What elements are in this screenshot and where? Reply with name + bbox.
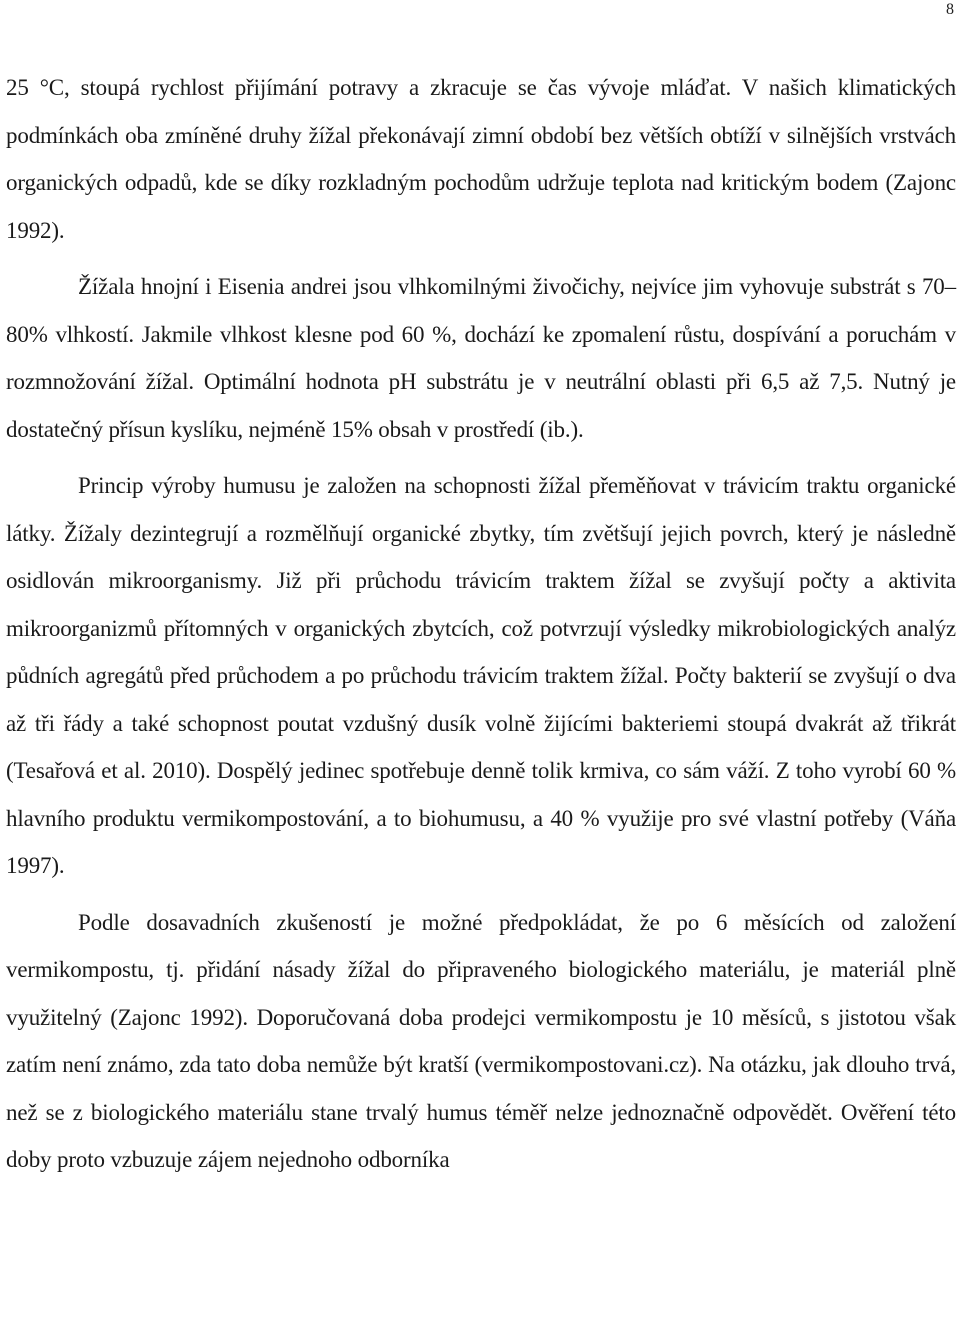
paragraph-humus-production: Princip výroby humusu je založen na schopnosti žížal přeměňovat v trávicím traktu organické látky. Žížaly dezintegrují a rozmělňují organické zbytky, tím zvětšují jejich povrch, který je následně osidlován mikroorganismy. Již při průchodu trávicím traktem žížal se zvyšují počty a aktivita mikroorganizmů přítomných v organických zbytcích, což potvrzují výsledky mikrobiologických analýz půdních agregátů před průchodem a po průchodu trávicím traktem žížal. Počty bakterií se zvyšují o dva až tři řády a také schopnost poutat vzdušný dusík volně žijícími bakteriemi stoupá dvakrát až třikrát (Tesařová et al. 2010). Dospělý jedinec spotřebuje denně tolik krmiva, co sám váží. Z toho vyrobí 60 % hlavního produktu vermikompostování, a to biohumusu, a 40 % využije pro své vlastní potřeby (Váňa 1997). — [6, 473, 956, 878]
document-body — [6, 64, 956, 1184]
paragraph-gap — [6, 453, 956, 462]
paragraph-duration: Podle dosavadních zkušeností je možné předpokládat, že po 6 měsících od založení vermikompostu, tj. přidání násady žížal do připraveného biologického materiálu, je materiál plně využitelný (Zajonc 1992). Doporučovaná doba prodejci vermikompostu je 10 měsíců, s jistotou však zatím není známo, zda tato doba nemůže být kratší (vermikompostovani.cz). Na otázku, jak dlouho trvá, než se z biologického materiálu stane trvalý humus téměř nelze jednoznačně odpovědět. Ověření této doby proto vzbuzuje zájem nejednoho odborníka — [6, 909, 956, 1172]
paragraph-gap — [6, 254, 956, 263]
paragraph-gap — [6, 890, 956, 899]
paragraph-temperature: 25 °C, stoupá rychlost přijímání potravy a zkracuje se čas vývoje mláďat. V našich klimatických podmínkách oba zmíněné druhy žížal překonávají zimní období bez větších obtíží v silnějších vrstvách organických odpadů, kde se díky rozkladným pochodům udržuje teplota nad kritickým bodem (Zajonc 1992). — [6, 75, 956, 243]
page-number: 8 — [946, 1, 954, 18]
paragraph-humidity: Žížala hnojní i Eisenia andrei jsou vlhkomilnými živočichy, nejvíce jim vyhovuje substrát s 70–80% vlhkostí. Jakmile vlhkost klesne pod 60 %, dochází ke zpomalení růstu, dospívání a poruchám v rozmnožování žížal. Optimální hodnota pH substrátu je v neutrální oblasti při 6,5 až 7,5. Nutný je dostatečný přísun kyslíku, nejméně 15% obsah v prostředí (ib.). — [6, 274, 956, 442]
